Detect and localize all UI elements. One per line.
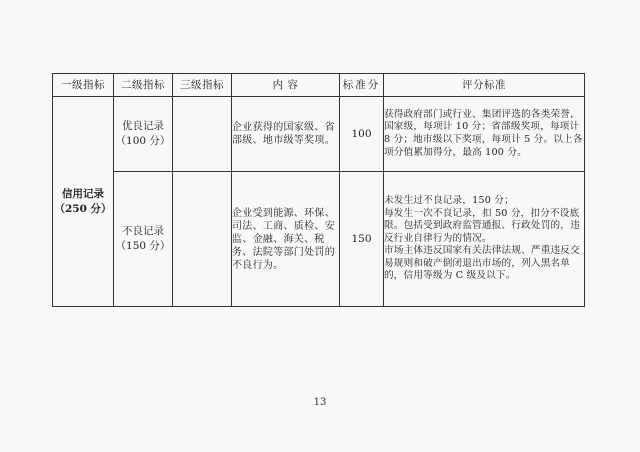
level2-indicator-text: 不良记录 （150 分） (115, 225, 171, 252)
header-row (53, 74, 585, 97)
header-standard-score: 标准分 (340, 74, 384, 97)
level2-indicator-text: 优良记录 （100 分） (115, 120, 171, 147)
criteria-paragraph: 市场主体违反国家有关法律法规、严重违反交易规则和破产倒闭退出市场的，列入黑名单的，信用等级为 C 级及以下。 (384, 245, 580, 282)
standard-score-cell: 150 (340, 172, 384, 307)
header-level3-indicator: 三级指标 (173, 74, 232, 97)
content-cell: 企业受到能源、环保、司法、工商、质检、安监、金融、海关、税务、法院等部门处罚的不良行为。 (232, 172, 340, 307)
scoring-table (52, 73, 585, 307)
header-level1-indicator: 一级指标 (53, 74, 114, 97)
level1-indicator-text: 信用记录 （250 分） (54, 187, 112, 215)
criteria-paragraph: 未发生过不良记录，150 分； (384, 194, 514, 206)
table-header (53, 74, 585, 97)
header-content: 内 容 (232, 74, 340, 97)
scoring-criteria-cell (384, 172, 585, 307)
standard-score-cell: 100 (340, 97, 384, 172)
criteria-paragraph: 获得政府部门或行业、集团评选的各类荣誉，国家级，每项计 10 分；省部级奖项，每项计 8 分；地市级以下奖项，每项计 5 分。以上各项分值累加得分，最高 100 分。 (384, 108, 583, 158)
level3-indicator-cell (173, 172, 232, 307)
level2-indicator-cell (114, 172, 173, 307)
content-cell: 企业获得的国家级、省部级、地市级等奖项。 (232, 97, 340, 172)
level2-indicator-cell (114, 97, 173, 172)
header-scoring-criteria: 评分标准 (384, 74, 585, 97)
table-row (53, 172, 585, 307)
page-number: 13 (313, 397, 327, 408)
header-level2-indicator: 二级指标 (114, 74, 173, 97)
level3-indicator-cell (173, 97, 232, 172)
level1-indicator-cell (53, 97, 114, 307)
table-row (53, 97, 585, 172)
scoring-criteria-cell (384, 97, 585, 172)
criteria-paragraph: 每发生一次不良记录，扣 50 分，扣分不设底限。包括受到政府监管通报、行政处罚的，违反行业自律行为的情况。 (384, 207, 580, 244)
